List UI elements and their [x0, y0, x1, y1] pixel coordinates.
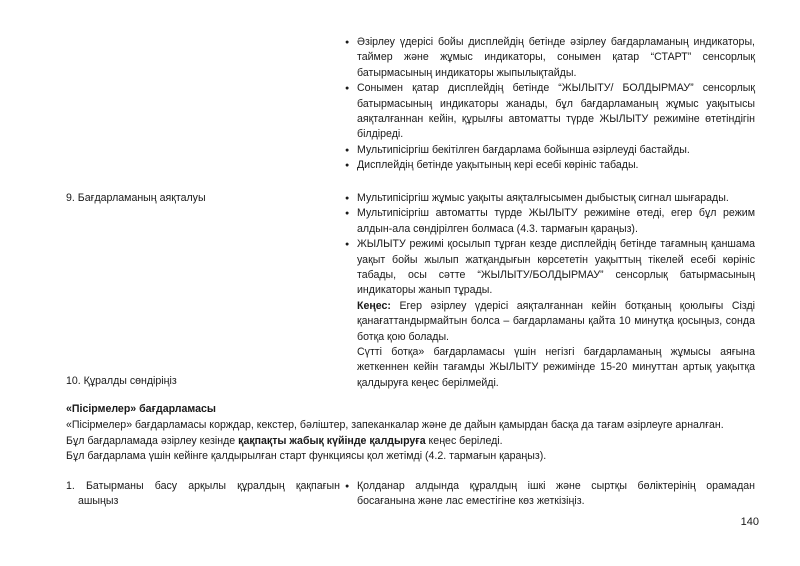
lid-text-bold: қақпақты жабық күйінде қалдыруға — [238, 435, 426, 447]
list-item: ● Қолданар алдында құралдың ішкі және сыртқы бөліктерінің орамадан босағанына және лас еместігіне көз жеткізіңіз. — [345, 479, 755, 510]
section-description: «Пісірмелер» бағдарламасы корждар, кекстер, бәліштер, запеканкалар және де дайын қамырдан басқа да тағам әзірлеуге арналған. — [66, 419, 724, 431]
step-1-bullet-block — [345, 479, 755, 510]
lid-text-post: кеңес беріледі. — [425, 435, 503, 447]
tip-paragraph — [345, 299, 755, 345]
top-bullet-block — [345, 35, 755, 174]
list-item: ● Әзірлеу үдерісі бойы дисплейдің бетінде әзірлеу бағдарламаның индикаторы, таймер және жұмыс индикаторы, сонымен қатар “СТАРТ” сенсорлық батырмасының индикаторы жыпылықтайды. — [345, 35, 755, 81]
list-item: ● Дисплейдің бетінде уақытының кері есебі көрініс табады. — [345, 158, 755, 173]
lid-text-pre: Бұл бағдарламада әзірлеу кезінде — [66, 435, 239, 447]
step-9-label: 9. Бағдарламаның аяқталуы — [66, 192, 206, 204]
tip-label: Кеңес: — [357, 299, 391, 312]
page-number: 140 — [740, 516, 759, 528]
delay-start-note: Бұл бағдарлама үшін кейінге қалдырылған старт функциясы қол жетімді (4.2. тармағын қараңыз). — [66, 450, 547, 462]
step-9-bullet-block — [345, 191, 755, 391]
list-item: ● Мультипісіргіш автоматты түрде ЖЫЛЫТУ режиміне өтеді, егер бұл режим алдын-ала сөндірілген болмаса (4.3. тармағын қараңыз). — [345, 206, 755, 237]
list-item: ● Мультипісіргіш жұмыс уақыты аяқталғысымен дыбыстық сигнал шығарады. — [345, 191, 755, 206]
tip-text: Егер әзірлеу үдерісі аяқталғаннан кейін ботқаның қоюлығы Сізді қанағаттандырмайтын болса – бағдарламаны қайта 10 минутқа қосыңыз, сонда ботқа қою болады. — [357, 299, 755, 343]
step-1-label: 1. Батырманы басу арқылы құралдың қақпағын ашыңыз — [66, 480, 340, 508]
section-title: «Пісірмелер» бағдарламасы — [66, 403, 216, 415]
list-item: ● Сонымен қатар дисплейдің бетінде “ЖЫЛЫТУ/ БОЛДЫРМАУ” сенсорлық батырмасының индикаторы жанады, бұл бағдарламаның жұмыс уақытысы аяқталғаннан кейін, құрылғы автоматты түрде ЖЫЛЫТУ режиміне өтетіндігін білдіреді. — [345, 81, 755, 143]
list-item: ● Мультипісіргіш бекітілген бағдарлама бойынша әзірлеуді бастайды. — [345, 143, 755, 158]
list-item: ● ЖЫЛЫТУ режимі қосылып тұрған кезде дисплейдің бетінде тағамның қаншама уақыт бойы жылып жатқандығын көрсететін уақыттың тікелей есебі көрініс табады, осы сәтте “ЖЫЛЫТУ/БОЛДЫРМАУ” сенсорлық батырмасының индикаторы жанып тұрады. — [345, 237, 755, 299]
note-paragraph: Сүтті ботқа» бағдарламасы үшін негізгі бағдарламаның жұмысы аяғына жеткеннен кейін тағамды ЖЫЛЫТУ режимінде 15-20 минуттан артық уақытқа қалдыруға кеңес берілмейді. — [357, 346, 755, 389]
step-10-label: 10. Құралды сөндіріңіз — [66, 375, 177, 387]
lid-instruction — [66, 434, 756, 449]
